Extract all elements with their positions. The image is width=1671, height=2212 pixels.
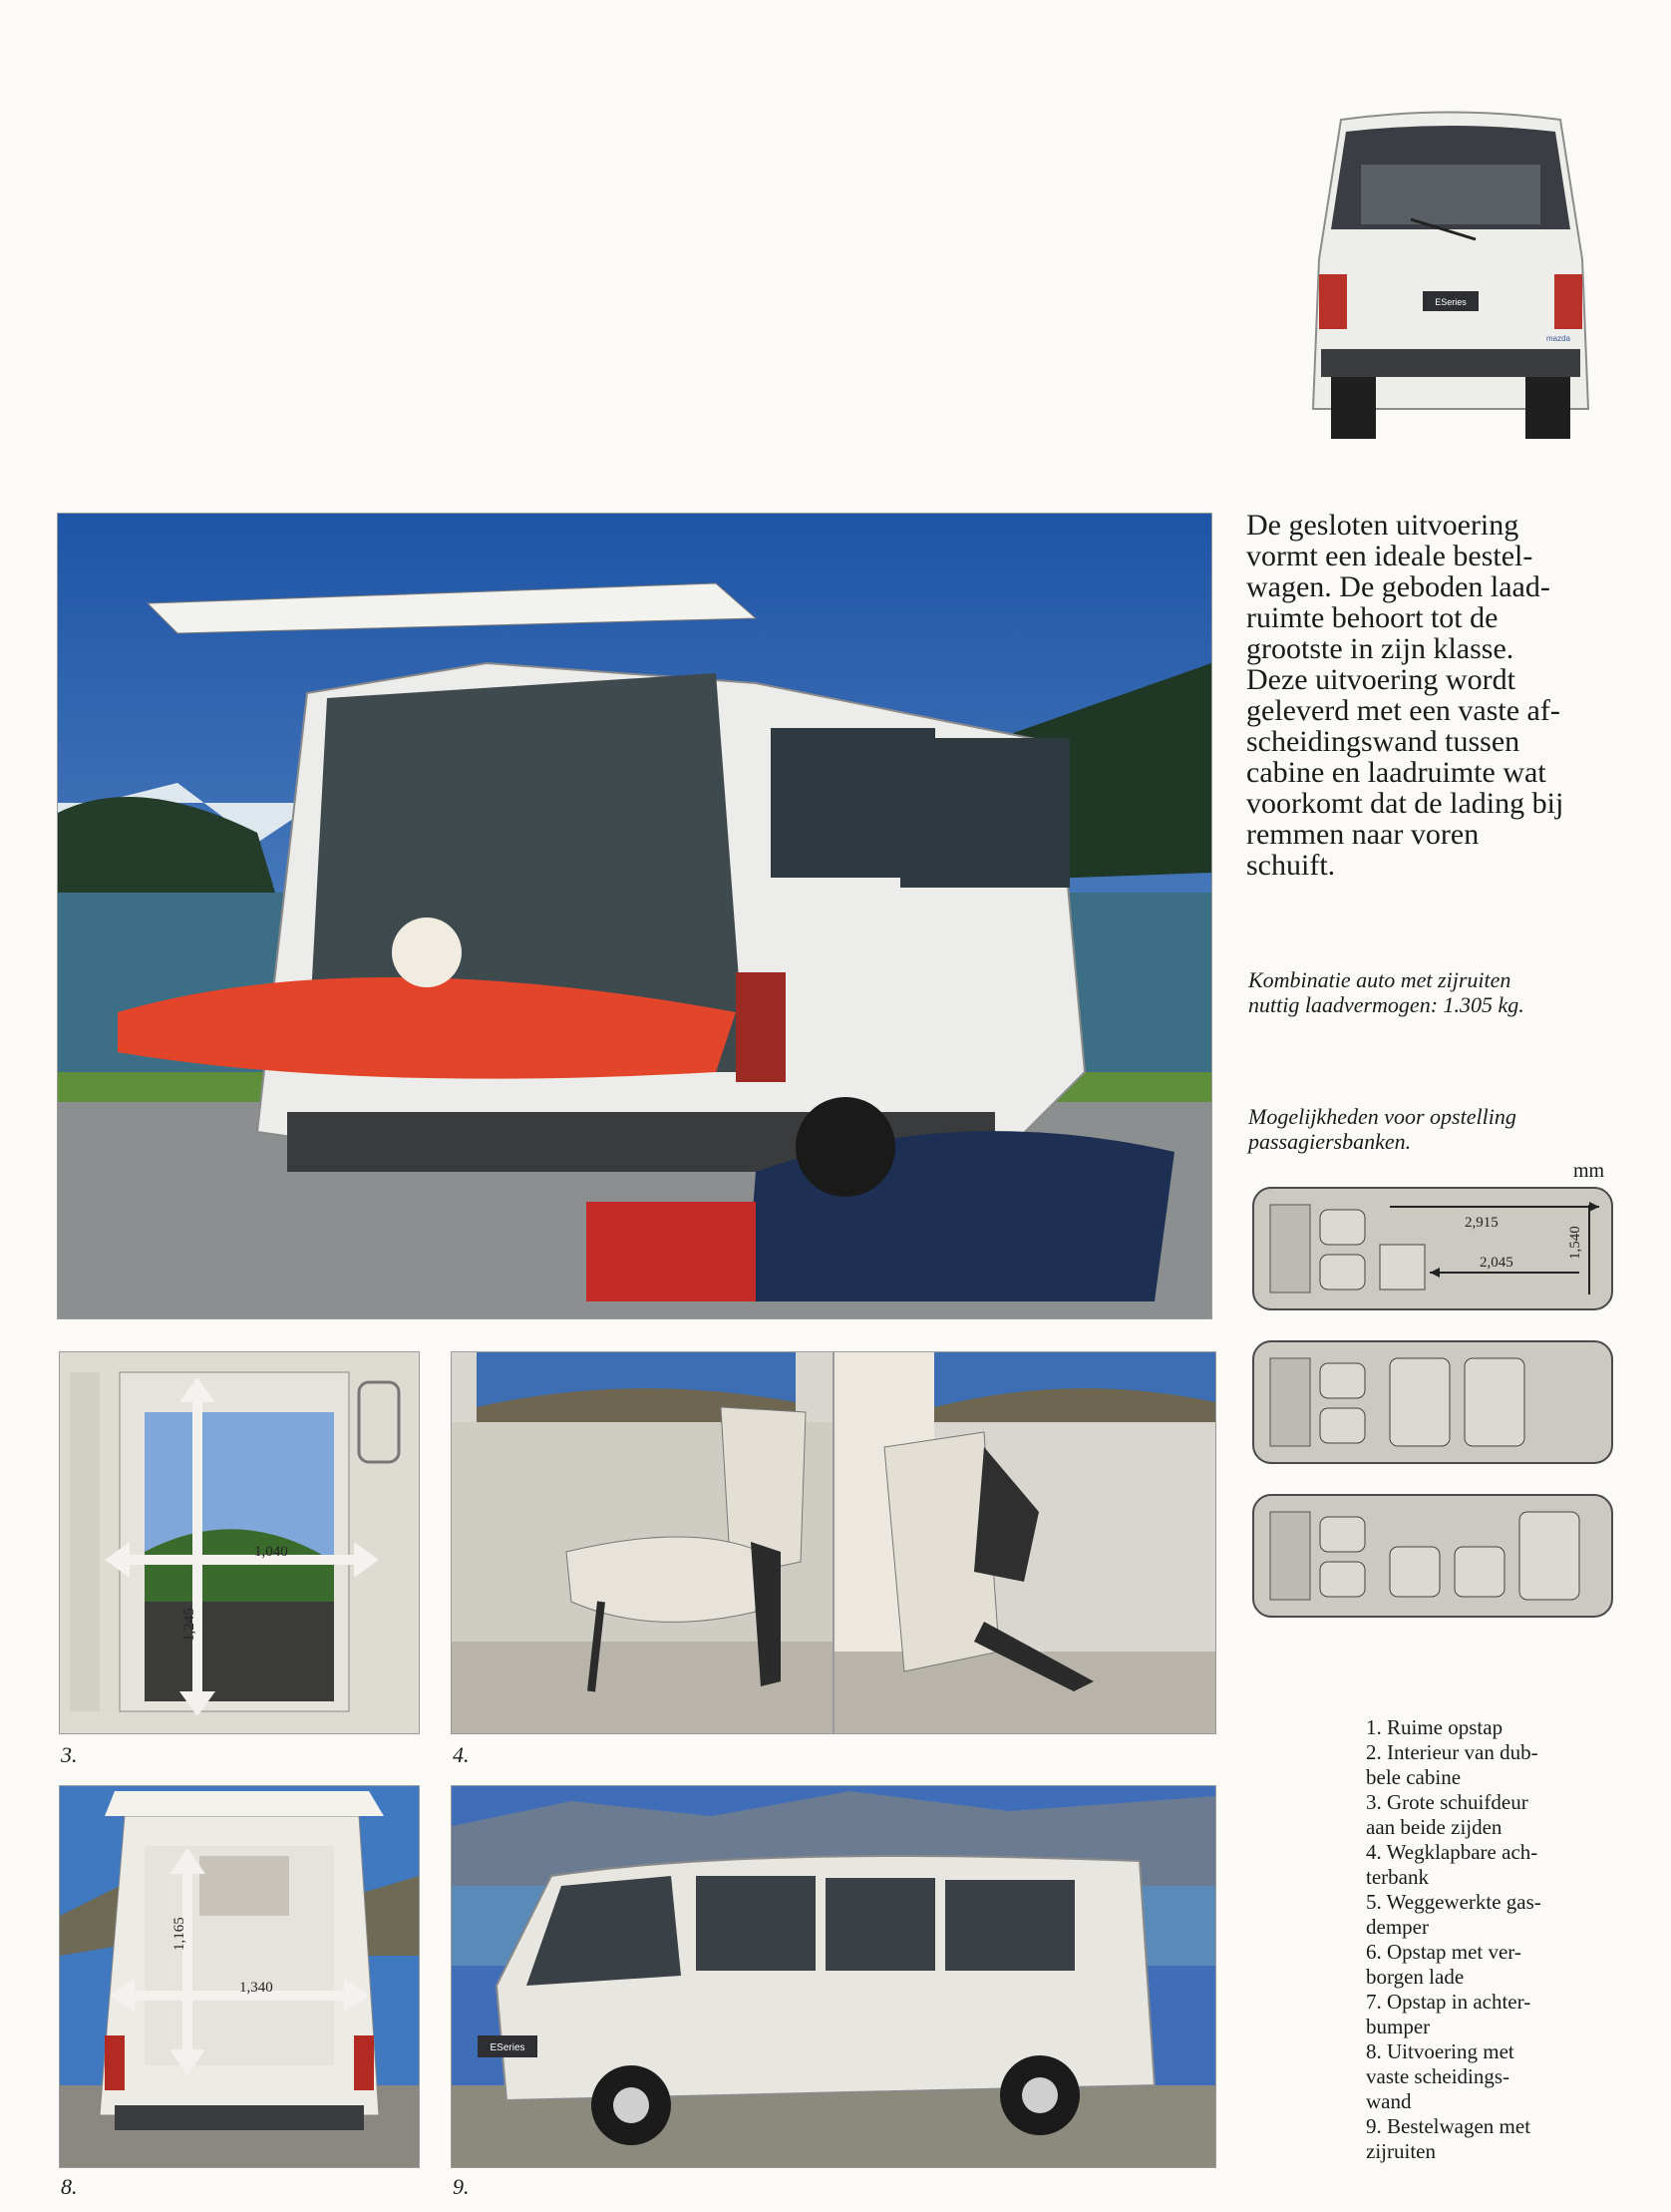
seating-diagram-2 <box>1250 1338 1615 1466</box>
dim-floor: 2,045 <box>1480 1255 1513 1271</box>
intro-paragraph: De gesloten uitvoering vormt een ideale bestel- wagen. De geboden laad- ruimte behoort tot de grootste in zijn klasse. Deze uitvoering wordt geleverd met een vaste af- scheidingswand tussen cabine en laadruimte wat voorkomt dat de lading bij remmen naar voren schuift. <box>1246 509 1564 882</box>
legend-item: 1. Ruime opstap <box>1366 1715 1504 1739</box>
side-badge: ESeries <box>490 2042 525 2053</box>
dim-door-height: 1,245 <box>181 1608 197 1642</box>
seating-diagram-1 <box>1250 1185 1615 1312</box>
photo-rear-bench <box>451 1351 834 1734</box>
seating-diagram-3 <box>1250 1492 1615 1620</box>
photo-van-side-windows <box>451 1785 1216 2168</box>
legend-item: 7. Opstap in achter- bumper <box>1366 1990 1531 2038</box>
caption-4: 4. <box>453 1742 470 1767</box>
legend-item: 9. Bestelwagen met zijruiten <box>1366 2114 1531 2163</box>
rear-view-photo <box>1301 110 1600 454</box>
dim-rear-width: 1,340 <box>239 1980 273 1996</box>
legend-item: 8. Uitvoering met vaste scheidings- wand <box>1366 2039 1514 2113</box>
feature-legend <box>1366 1715 1665 2164</box>
caption-8: 8. <box>61 2174 78 2199</box>
seating-note: Mogelijkheden voor opstelling passagiersbanken. <box>1248 1104 1516 1154</box>
dim-door-width: 1,040 <box>254 1544 288 1560</box>
photo-rear-cargo <box>59 1785 420 2168</box>
rear-badge: ESeries <box>1435 297 1467 307</box>
main-van-photo <box>57 513 1212 1319</box>
legend-item: 6. Opstap met ver- borgen lade <box>1366 1940 1521 1989</box>
unit-label: mm <box>1573 1160 1605 1182</box>
legend-item: 4. Wegklapbare ach- terbank <box>1366 1840 1538 1889</box>
dim-rear-height: 1,165 <box>171 1917 187 1951</box>
caption-9: 9. <box>453 2174 470 2199</box>
legend-item: 2. Interieur van dub- bele cabine <box>1366 1740 1538 1789</box>
photo-rear-bench-folded <box>834 1351 1216 1734</box>
payload-note: Kombinatie auto met zijruiten nuttig laadvermogen: 1.305 kg. <box>1248 967 1524 1017</box>
legend-item: 5. Weggewerkte gas- demper <box>1366 1890 1541 1939</box>
photo-sliding-door <box>59 1351 420 1734</box>
dim-length: 2,915 <box>1465 1215 1499 1231</box>
dim-width: 1,540 <box>1567 1226 1583 1260</box>
legend-item: 3. Grote schuifdeur aan beide zijden <box>1366 1790 1528 1839</box>
rear-brand: mazda <box>1545 334 1571 343</box>
caption-3: 3. <box>61 1742 78 1767</box>
